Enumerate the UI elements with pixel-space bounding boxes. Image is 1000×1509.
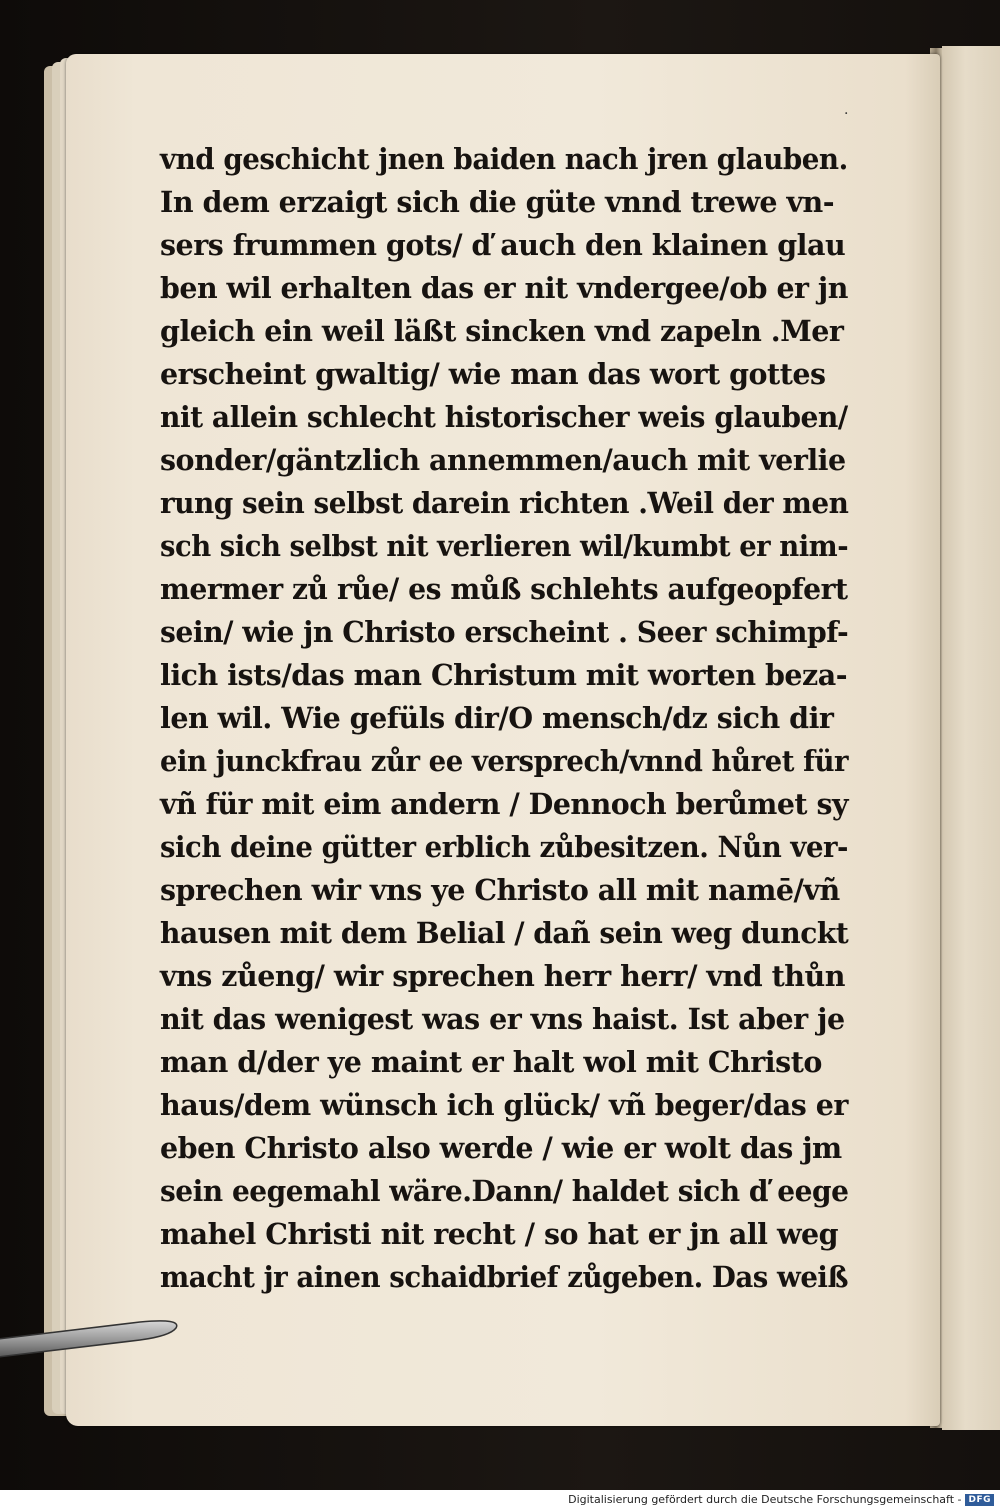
text-line: nit allein schlecht historischer weis glauben/ xyxy=(160,400,848,434)
text-line: gleich ein weil läßt sincken vnd zapeln .Mer xyxy=(160,314,844,348)
footer-bar xyxy=(0,1490,1000,1509)
text-line: vns zůeng/ wir sprechen herr herr/ vnd thůn xyxy=(160,959,845,993)
text-line: vñ für mit eim andern / Dennoch berůmet sy xyxy=(160,787,849,821)
text-line: man d/der ye maint er halt wol mit Christo xyxy=(160,1045,822,1079)
text-line: sein eegemahl wäre.Dann/ haldet sich ď eege xyxy=(160,1174,849,1208)
text-line: haus/dem wünsch ich glück/ vñ beger/das er xyxy=(160,1088,848,1122)
text-line: hausen mit dem Belial / dañ sein weg dunckt xyxy=(160,916,849,950)
text-line: In dem erzaigt sich die güte vnnd trewe vn- xyxy=(160,185,835,219)
text-line: eben Christo also werde / wie er wolt das jm xyxy=(160,1131,842,1165)
text-line: lich ists/das man Christum mit worten beza- xyxy=(160,658,848,692)
text-line: ben wil erhalten das er nit vndergee/ob er jn xyxy=(160,271,848,305)
text-line: macht jr ainen schaidbrief zůgeben. Das weiß xyxy=(160,1260,848,1294)
text-line: mermer zů růe/ es můß schlehts aufgeopfert xyxy=(160,572,848,606)
text-line: rung sein selbst darein richten .Weil der men xyxy=(160,486,849,520)
dfg-logo: DFG xyxy=(965,1494,994,1506)
text-line: vnd geschicht jnen baiden nach jren glauben. xyxy=(160,142,848,176)
text-line: len wil. Wie gefüls dir/O mensch/dz sich dir xyxy=(160,701,834,735)
page-mark: · xyxy=(844,106,849,122)
text-line: nit das wenigest was er vns haist. Ist aber je xyxy=(160,1002,845,1036)
text-line: erscheint gwaltig/ wie man das wort gottes xyxy=(160,357,826,391)
text-line: ein junckfrau zůr ee versprech/vnnd hůret für xyxy=(160,744,849,778)
text-line: mahel Christi nit recht / so hat er jn all weg xyxy=(160,1217,839,1251)
footer-credit: Digitalisierung gefördert durch die Deutsche Forschungsgemeinschaft - xyxy=(568,1493,962,1506)
text-line: sein/ wie jn Christo erscheint . Seer schimpf- xyxy=(160,615,849,649)
text-line: sch sich selbst nit verlieren wil/kumbt er nim- xyxy=(160,529,849,563)
page-holder-icon xyxy=(0,1318,186,1362)
text-line: sonder/gäntzlich annemmen/auch mit verlie xyxy=(160,443,846,477)
text-line: sprechen wir vns ye Christo all mit namē/vñ xyxy=(160,873,840,907)
text-line: sich deine gütter erblich zůbesitzen. Nůn ver- xyxy=(160,830,849,864)
page-text-block xyxy=(160,138,860,1299)
facing-page-edge xyxy=(942,46,1000,1430)
text-line: sers frummen gots/ ď auch den klainen glau xyxy=(160,228,846,262)
